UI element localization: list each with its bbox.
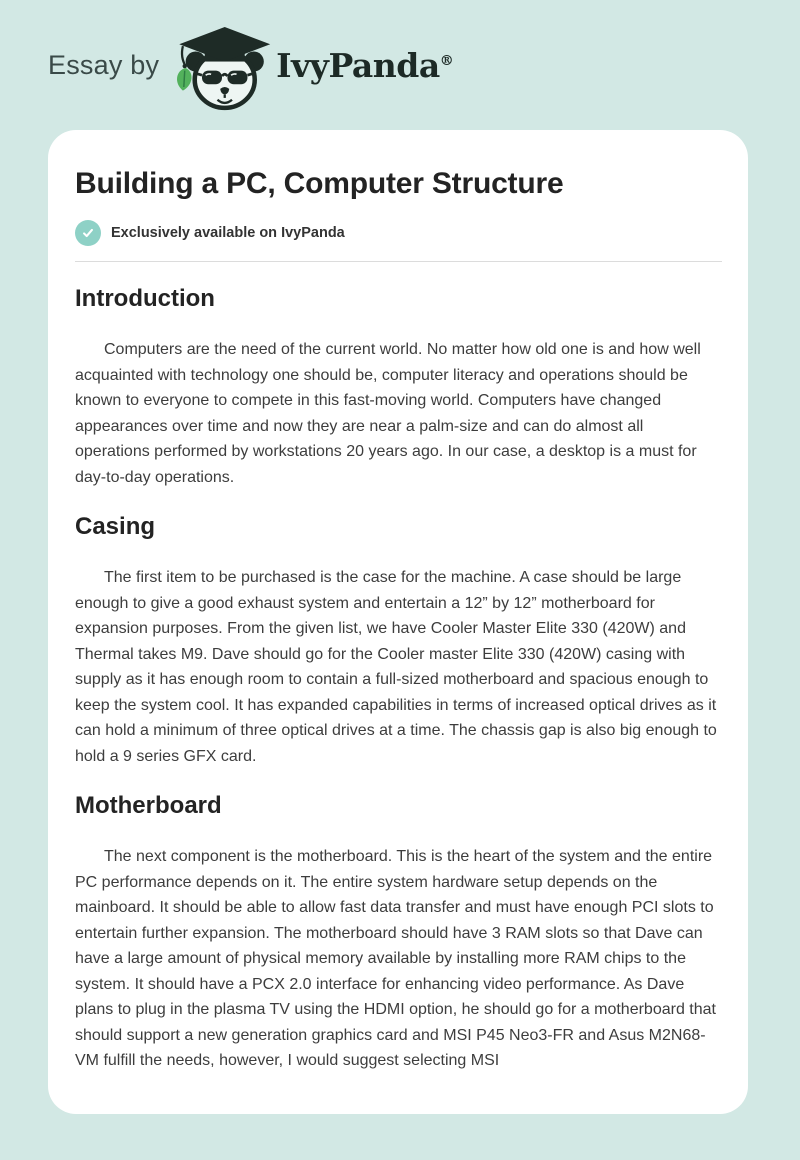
ivypanda-panda-logo-icon: [172, 23, 272, 111]
site-header: [0, 0, 800, 130]
essay-by-label: Essay by: [48, 49, 160, 80]
brand-name: IvyPanda: [276, 45, 440, 85]
section-heading-casing: Casing: [75, 513, 156, 540]
section-paragraph-introduction: Computers are the need of the current world. No matter how old one is and how well acquainted with technology one should be, computer literacy and operations should be known to everyone to compete in this fast-moving world. Computers have changed appearances over time and now they are near a palm-size and can do almost all operations performed by workstations 20 years ago. In our case, a desktop is a must for day-to-day operations.: [75, 341, 701, 486]
section-casing: [75, 512, 722, 769]
section-paragraph-motherboard: The next component is the motherboard. This is the heart of the system and the entire PC performance depends on it. The entire system hardware setup depends on the mainboard. It should be able to allow fast data transfer and must have enough PCI slots to entertain further expansion. The motherboard should have 3 RAM slots so that Dave can have a large amount of physical memory available by installing more RAM chips to the system. It should have a PCX 2.0 interface for enhancing video performance. As Dave plans to plug in the plasma TV using the HDMI option, he should go for a motherboard that should support a new generation graphics card and MSI P45 Neo3-FR and Asus M2N68-VM fulfill the needs, however, I would suggest selecting MSI: [75, 848, 716, 1069]
section-heading-introduction: Introduction: [75, 285, 215, 312]
section-introduction: [75, 284, 722, 490]
checkmark-icon: [75, 220, 101, 246]
divider: [75, 261, 722, 262]
section-motherboard: [75, 791, 722, 1074]
section-paragraph-casing: The first item to be purchased is the case for the machine. A case should be large enough to give a good exhaust system and entertain a 12” by 12” motherboard for expansion purposes. From the given list, we have Cooler Master Elite 330 (420W) and Thermal takes M9. Dave should go for the Cooler master Elite 330 (420W) casing with supply as it has enough room to contain a full-sized motherboard and spacious enough to keep the system cool. It has expanded capabilities in terms of increased optical drives as it can hold a minimum of three optical drives at a time. The chassis gap is also big enough to hold a 9 series GFX card.: [75, 569, 717, 765]
essay-title: Building a PC, Computer Structure: [75, 167, 564, 200]
section-heading-motherboard: Motherboard: [75, 792, 222, 819]
brand-wordmark: [276, 46, 454, 85]
registered-trademark-symbol: ®: [439, 52, 454, 69]
exclusive-badge-label: Exclusively available on IvyPanda: [111, 225, 345, 241]
exclusive-badge: [75, 220, 722, 246]
essay-card: [48, 130, 748, 1114]
